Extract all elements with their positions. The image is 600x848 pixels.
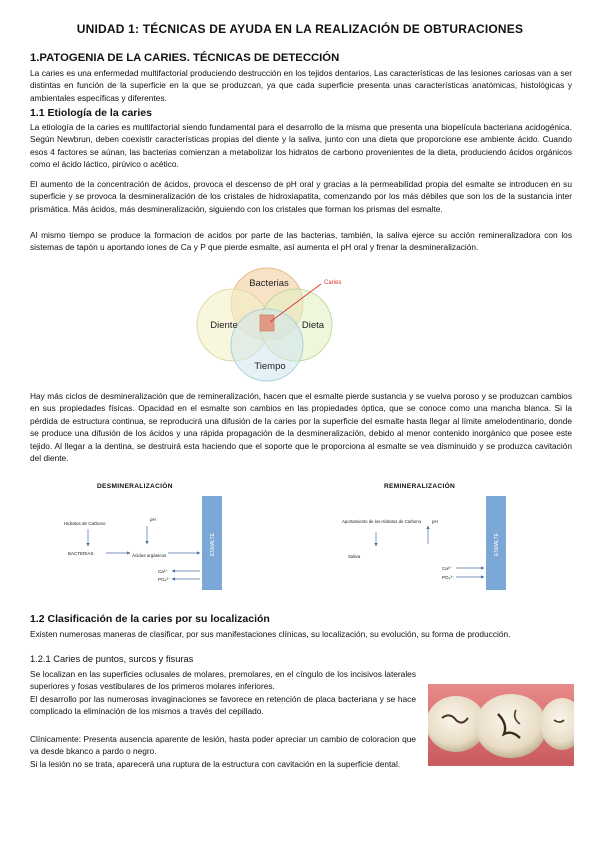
classification-intro: Existen numerosas maneras de clasificar, por sus manifestaciones clínicas, su localización, su evolución, su forma de producción. — [30, 629, 511, 639]
remin-ca-label: Ca²⁺ — [442, 566, 452, 571]
pits-fissures-paragraph-3: Clínicamente: Presenta ausencia aparente de lesión, hasta poder apreciar un cambio de coloracion que va desde bkanco a pardo o negro. — [30, 734, 416, 757]
pits-fissures-paragraph-1: Se localizan en las superficies oclusales de molares, premolares, en el cíngulo de los incisivos laterales superiores y fosas vestibulares de los primeros molares inferiores. — [30, 669, 416, 692]
document-title: UNIDAD 1: TÉCNICAS DE AYUDA EN LA REALIZACIÓN DE OBTURACIONES — [76, 22, 524, 36]
demineralization-title: DESMINERALIZACIÓN — [97, 483, 173, 490]
remineralization-diagram — [336, 496, 526, 591]
venn-label-diente: Diente — [210, 320, 238, 331]
section-1-2-heading: 1.2 Clasificación de la caries por su localización — [30, 613, 270, 625]
tooth-caries-photo — [428, 684, 574, 766]
demin-ca-label: Ca²⁺ — [158, 569, 168, 574]
etiology-paragraph-3: Al mismo tiempo se produce la formacion de acidos por parte de las bacterias, también, la saliva ejerce su acción remineralizadora con los sistemas de tapón u aportando iones de Ca y P que pierde esmalte, así aumenta el pH oral y frenar la desmineralización. — [30, 230, 572, 253]
caries-venn-diagram — [190, 262, 410, 387]
venn-label-tiempo: Tiempo — [254, 361, 286, 372]
demin-hidratos-label: Hidratos de Carbono — [64, 521, 106, 526]
etiology-paragraph-1: La etiología de la caries es multifactorial siendo fundamental para el desarrollo de la misma que presenta una biopelícula bacteriana acidogénica. Según Newbrun, deben coexistir características propias del diente y la saliva, junto con una dieta que proporcione ese ambiente ácido. Cuando esos 4 factores se aúnan, las bacterias comienzan a metabolizar los hidratos de carbono provenientes de la dieta, produciendo ácidos orgánicos como el ácido láctico, pirúvico o acético. — [30, 122, 572, 170]
demin-po-label: PO₄³⁻ — [158, 577, 171, 582]
remineralization-title: REMINERALIZACIÓN — [384, 483, 456, 490]
demin-bacterias-label: BACTERIAS — [68, 551, 94, 556]
remin-esmalte-label: ESMALTE — [494, 533, 500, 556]
etiology-paragraph-4: Hay más ciclos de desmineralización que de remineralización, hacen que el esmalte pierde sustancia y se vuelva poroso y se produzcan cambios en sus propiedades físicas. Opacidad en el esmalte son cambios en las propiedades óptica, que se conoce como una mancha blanca. Si la pérdida de estructura continua, se reproducirá una difusión de la caries por la superficie del esmalte hasta llegar al límite amelodentinario, donde se produce una difusión de los ácidos y una rápida propagación de la desmineralización, debido al menor contenido inorgánico que posee este tejido. Al llegar a la dentina, se destruirá esta haciendo que el soporte que le proporciona al esmalte se vea disminuido y se produzca cavitación del diente. — [30, 391, 572, 464]
remin-saliva-label: Saliva — [348, 554, 361, 559]
demineralization-diagram — [60, 496, 230, 591]
demin-esmalte-label: ESMALTE — [210, 533, 216, 556]
section-1-1-heading: 1.1 Etiología de la caries — [30, 107, 152, 119]
section-1-heading: 1.PATOGENIA DE LA CARIES. TÉCNICAS DE DETECCIÓN — [30, 52, 340, 64]
section-1-2-1-heading: 1.2.1 Caries de puntos, surcos y fisuras — [30, 654, 194, 664]
remin-po-label: PO₄³⁻ — [442, 575, 455, 580]
venn-label-dieta: Dieta — [301, 320, 325, 331]
caries-center-square — [260, 315, 274, 331]
remin-ph-label: pH — [432, 519, 438, 524]
pits-fissures-paragraph-2: El desarrollo por las numerosas invaginaciones se favorece en retención de placa bacteriana y se hace complicado la eliminación de los mismos a través del cepillado. — [30, 694, 416, 717]
venn-label-bacterias: Bacterias — [249, 278, 289, 289]
pits-fissures-paragraph-4: Si la lesión no se trata, aparecerá una ruptura de la estructura con cavitación en la superficie dental. — [30, 759, 401, 769]
remin-aporte-label: Aportamiento de los Hidratos de Carbono — [342, 519, 422, 524]
demin-ph-label: pH — [150, 517, 156, 522]
venn-label-caries: Caries — [324, 280, 342, 286]
section-1-intro: La caries es una enfermedad multifactorial produciendo destrucción en los tejidos dentarios. Las características de las lesiones cariosas van a ser distintas en función de la superficie en la que se produzcan, ya que cada superficie presenta unas características anatómicas, histológicas y ambientales específicas y diferentes. — [30, 68, 572, 103]
etiology-paragraph-2: El aumento de la concentración de ácidos, provoca el descenso de pH oral y gracias a la permeabilidad propia del esmalte se introducen en su superficie y se provoca la desmineralización de los cristales de hidroxiapatita, comenzando por los más débiles que son los de la sustancia inter prismática. Más ácidos, más desmineralización, siguiendo con los cristales que forman los prismas del esmalte. — [30, 179, 572, 214]
demin-acidos-label: Ácidos orgánicos — [132, 553, 167, 558]
